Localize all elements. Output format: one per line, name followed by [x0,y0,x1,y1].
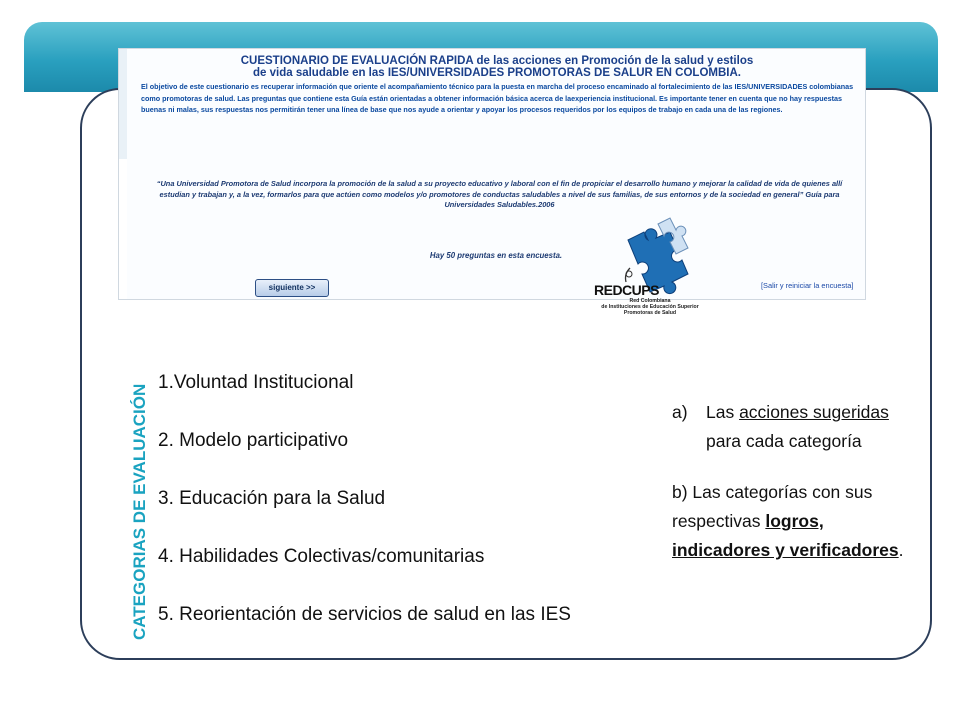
list-item: 2. Modelo participativo [158,430,349,451]
underlined-text: logros, indicadores y verificadores [672,511,899,560]
survey-intro: El objetivo de este cuestionario es recuperar información que oriente el acompañamiento técnico para la puesta en marcha del proceso encaminado al fortalecimiento de las IES/UNIVERSIDADES colombianas como promotoras de salud. Las preguntas que contiene esta Guía están orientadas a obtener información básica acerca de laexperiencia institucional. Es importante tener en cuenta que no hay respuestas buenas ni malas, sus respuestas nos permitirán tener una línea de base que nos ayude a orientar y apoyar los procesos requeridos por los equipos de trabajo en cada una de las regiones. [141,82,854,114]
next-button[interactable]: siguiente >> [255,279,329,297]
underlined-text: acciones sugeridas [739,402,889,422]
notes-panel [672,398,922,565]
list-item: 4. Habilidades Colectivas/comunitarias [158,546,485,567]
list-item: 3. Educación para la Salud [158,488,386,509]
exit-survey-link[interactable]: [Salir y reiniciar la encuesta] [761,281,854,290]
survey-title: CUESTIONARIO DE EVALUACIÓN RAPIDA de las acciones en Promoción de la salud y estilos de vida saludable en las IES/UNIVERSIDADES PROMOTORAS DE SALUR EN COLOMBIA. [240,55,754,79]
point-b: b) Las categorías con sus respectivas logros, indicadores y verificadores. [672,482,904,560]
category-list [158,368,571,629]
survey-panel [127,49,865,300]
list-item: 1.Voluntad Institucional [158,372,354,393]
vertical-title: CATEGORIAS DE EVALUACIÓN [130,383,149,640]
logo-wordmark: REDCUPS [594,282,659,298]
survey-quote: “Una Universidad Promotora de Salud incorpora la promoción de la salud a su proyecto educativo y laboral con el fin de propiciar el desarrollo humano y mejorar la calidad de vida de quienes allí estudian y trabajan y, a la vez, formarlos para que actúen como modelos y/o promotores de conductas saludables a nivel de sus familias, de sus entornos y de la sociedad en general” Guía para Universidades Saludables.2006 [156,179,843,209]
logo-subtitle: Red Colombiana de Instituciones de Educación Superior Promotoras de Salud [601,298,699,317]
point-a: a) Las acciones sugeridas para cada categoría [672,402,889,451]
survey-screenshot [118,48,866,300]
question-count: Hay 50 preguntas en esta encuesta. [429,251,563,260]
list-item: 5. Reorientación de servicios de salud en las IES [158,604,571,625]
